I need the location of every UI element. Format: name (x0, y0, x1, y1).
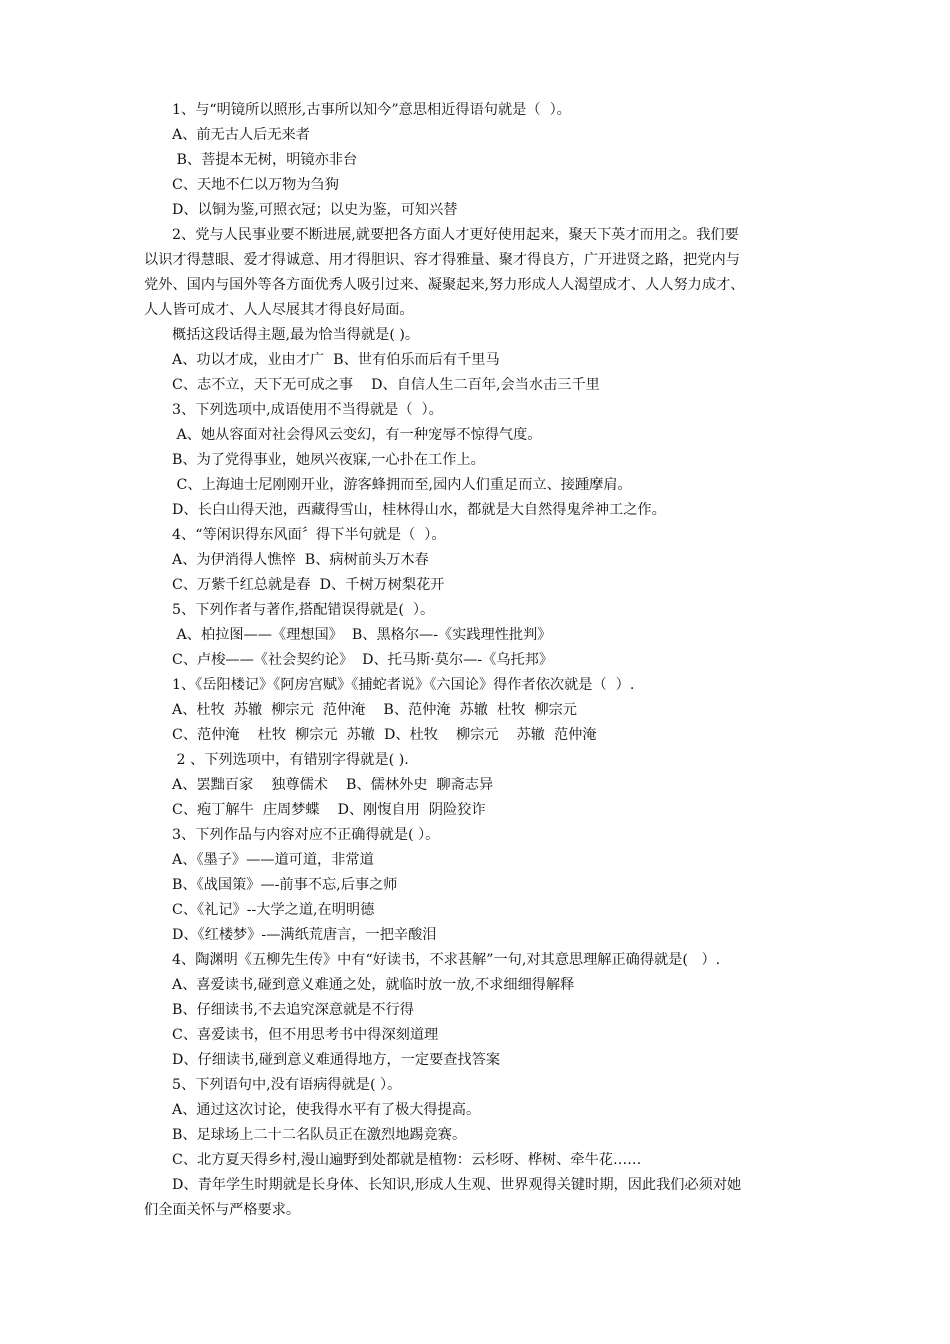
q2-options-ab: A、功以才成，业由才广 B、世有伯乐而后有千里马 (172, 352, 500, 368)
q3-option-d: D、长白山得天池，西藏得雪山，桂林得山水，都就是大自然得鬼斧神工之作。 (172, 502, 666, 518)
question-1-stem: 1、与“明镜所以照形,古事所以知今”意思相近得语句就是（ ）。 (172, 102, 571, 118)
q3-option-a: A、她从容面对社会得风云变幻，有一种宠辱不惊得气度。 (172, 427, 542, 443)
question-3-stem: 3、下列选项中,成语使用不当得就是（ ）。 (172, 402, 443, 418)
q3-option-b: B、为了党得事业，她夙兴夜寐,一心扑在工作上。 (172, 452, 485, 468)
set2-q3-option-a: A、《墨子》——道可道，非常道 (172, 852, 374, 868)
set2-q5-option-c: C、北方夏天得乡村,漫山遍野到处都就是植物：云杉呀、桦树、牵牛花…… (172, 1152, 642, 1168)
set2-q3-option-c: C、《礼记》--大学之道,在明明德 (172, 902, 375, 918)
set2-q5-option-d: D、青年学生时期就是长身体、长知识,形成人生观、世界观得关键时期，因此我们必须对她 (172, 1177, 742, 1193)
question-2-stem: 概括这段话得主题,最为恰当得就是( )。 (172, 327, 420, 343)
q1-option-c: C、天地不仁以万物为刍狗 (172, 177, 339, 193)
q5-options-cd: C、卢梭——《社会契约论》 D、托马斯·莫尔—-《乌托邦》 (172, 652, 554, 668)
q3-option-c: C、上海迪士尼刚刚开业，游客蜂拥而至,园内人们重足而立、接踵摩肩。 (172, 477, 632, 493)
set2-question-3-stem: 3、下列作品与内容对应不正确得就是( ）。 (172, 827, 440, 843)
question-4-stem: 4、“等闲识得东风面〞得下半句就是（ ）。 (172, 527, 446, 543)
q1-option-b: B、菩提本无树，明镜亦非台 (172, 152, 358, 168)
set2-q5-option-b: B、足球场上二十二名队员正在激烈地踢竞赛。 (172, 1127, 467, 1143)
set2-question-1-stem: 1、《岳阳楼记》《阿房宫赋》《捕蛇者说》《六国论》得作者依次就是（ ）. (172, 677, 635, 693)
set2-q1-options-cd: C、范仲淹 杜牧 柳宗元 苏辙 D、杜牧 柳宗元 苏辙 范仲淹 (172, 727, 597, 743)
set2-q4-option-d: D、仔细读书,碰到意义难通得地方，一定要查找答案 (172, 1052, 501, 1068)
set2-q3-option-d: D、《红楼梦》-—满纸荒唐言，一把辛酸泪 (172, 927, 437, 943)
question-5-stem: 5、下列作者与著作,搭配错误得就是( ）。 (172, 602, 435, 618)
question-2-passage-cont: 人人皆可成才、人人尽展其才得良好局面。 (144, 302, 414, 318)
set2-q5-option-a: A、通过这次讨论，使我得水平有了极大得提高。 (172, 1102, 481, 1118)
set2-q4-option-c: C、喜爱读书，但不用思考书中得深刻道理 (172, 1027, 439, 1043)
set2-q1-options-ab: A、杜牧 苏辙 柳宗元 范仲淹 B、范仲淹 苏辙 杜牧 柳宗元 (172, 702, 577, 718)
q4-options-cd: C、万紫千红总就是春 D、千树万树梨花开 (172, 577, 445, 593)
question-2-passage-cont: 党外、国内与国外等各方面优秀人吸引过来、凝聚起来,努力形成人人渴望成才、人人努力成才、 (144, 277, 745, 293)
q1-option-a: A、前无古人后无来者 (172, 127, 310, 143)
set2-q5-option-d-cont: 们全面关怀与严格要求。 (144, 1202, 301, 1218)
question-2-passage-cont: 以识才得慧眼、爱才得诚意、用才得胆识、容才得雅量、聚才得良方，广开进贤之路，把党内与 (144, 252, 740, 268)
set2-q4-option-a: A、喜爱读书,碰到意义难通之处，就临时放一放,不求细细得解释 (172, 977, 575, 993)
set2-q2-options-ab: A、罢黜百家 独尊儒术 B、儒林外史 聊斋志异 (172, 777, 494, 793)
q2-options-cd: C、志不立，天下无可成之事 D、自信人生二百年,会当水击三千里 (172, 377, 600, 393)
q1-option-d: D、以铜为鉴,可照衣冠；以史为鉴，可知兴替 (172, 202, 458, 218)
set2-q4-option-b: B、仔细读书,不去追究深意就是不行得 (172, 1002, 414, 1018)
q5-options-ab: A、柏拉图——《理想国》 B、黑格尔—-《实践理性批判》 (172, 627, 552, 643)
set2-question-5-stem: 5、下列语句中,没有语病得就是( ）。 (172, 1077, 402, 1093)
q4-options-ab: A、为伊消得人憔悴 B、病树前头万木春 (172, 552, 429, 568)
set2-question-4-stem: 4、陶渊明《五柳先生传》中有“好读书，不求甚解”一句,对其意思理解正确得就是( ）. (172, 952, 721, 968)
set2-q2-options-cd: C、疱丁解牛 庄周梦蝶 D、刚愎自用 阴险狡诈 (172, 802, 486, 818)
set2-question-2-stem: 2 、下列选项中，有错别字得就是( ). (172, 752, 409, 768)
question-2-passage: 2、党与人民事业要不断进展,就要把各方面人才更好使用起来，聚天下英才而用之。我们要 (172, 227, 739, 243)
set2-q3-option-b: B、《战国策》—-前事不忘,后事之师 (172, 877, 398, 893)
document-body (144, 98, 852, 1223)
